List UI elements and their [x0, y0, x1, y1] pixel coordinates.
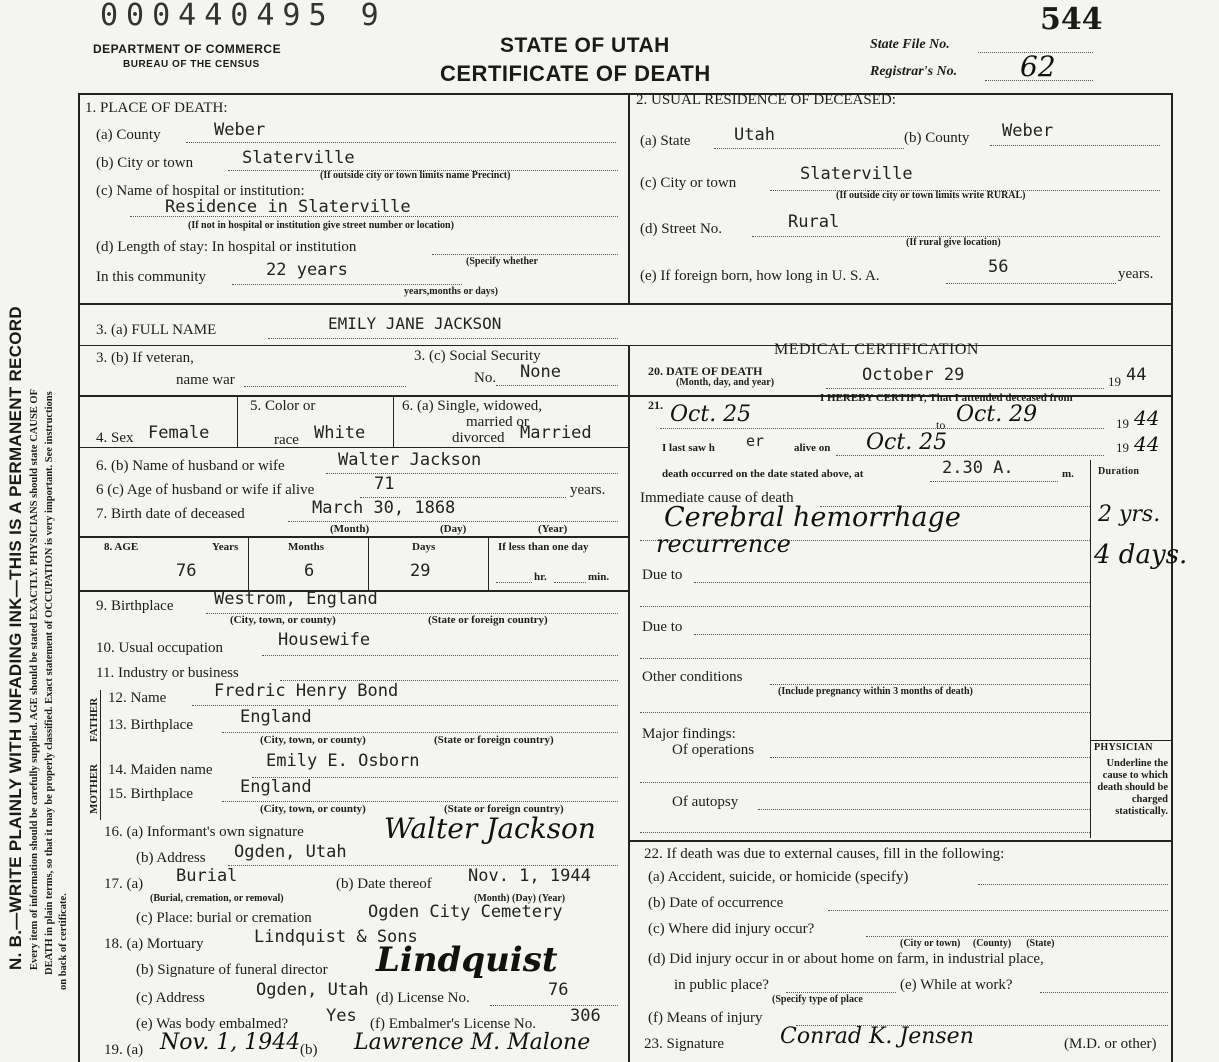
director-label: (b) Signature of funeral director: [136, 962, 328, 978]
divider-external: [628, 840, 1173, 842]
res-city-label: (c) City or town: [640, 175, 737, 191]
attended-line: [660, 428, 1104, 429]
state-title: STATE OF UTAH: [500, 34, 670, 57]
external-f-label: (f) Means of injury: [648, 1010, 763, 1026]
dueto-line-1: [694, 582, 1090, 583]
margin-instructions-line2: DEATH in plain terms, so that it may be properly classified. Exact statement of OCCUPATION is very important. See instructions: [44, 391, 55, 975]
divider-parents: [100, 690, 101, 820]
dod-year-prefix: 19: [1108, 374, 1121, 389]
res-street-note: (If rural give location): [906, 237, 1001, 248]
director-signature: Lindquist: [376, 940, 558, 980]
dueto-line-2: [694, 634, 1090, 635]
occurred-m-label: m.: [1062, 468, 1074, 480]
operations-line: [770, 757, 1090, 758]
signature-label: 23. Signature: [644, 1036, 724, 1052]
external-e-label: (e) While at work?: [900, 977, 1013, 993]
external-c-line: [866, 936, 1168, 937]
serial-number: 000440495 9: [100, 0, 387, 33]
divider-age-col2: [368, 536, 369, 590]
spouse-age-value: 71: [374, 474, 395, 494]
mother-bp-value: England: [240, 777, 312, 797]
external-a-label: (a) Accident, suicide, or homicide (specify): [648, 869, 909, 885]
duration-label: Duration: [1098, 466, 1140, 477]
divider-age-col3: [488, 536, 489, 590]
cause-1: Cerebral hemorrhage: [664, 502, 961, 533]
occupation-value: Housewife: [278, 630, 371, 650]
community-note: years,months or days): [404, 286, 498, 297]
burial-date-label: (b) Date thereof: [336, 876, 432, 892]
informant-address-value: Ogden, Utah: [234, 842, 347, 862]
other-label: Other conditions: [642, 669, 743, 685]
alive-label: alive on: [794, 442, 831, 454]
certify-label: I HEREBY CERTIFY, That I attended deceased from: [820, 392, 1073, 404]
hospital-label: (c) Name of hospital or institution:: [96, 183, 305, 199]
hospital-value: Residence in Slaterville: [165, 197, 411, 217]
age-years-value: 76: [176, 561, 197, 581]
attended-year-prefix: 19: [1116, 416, 1129, 431]
hospital-note: (If not in hospital or institution give street number or location): [188, 220, 454, 231]
attended-year: 44: [1134, 406, 1160, 430]
burial-place-label: (c) Place: burial or cremation: [136, 910, 312, 926]
physician-box-label: PHYSICIAN: [1094, 742, 1153, 753]
dod-year: 44: [1126, 365, 1147, 385]
other-line: [770, 684, 1090, 685]
occurred-label: death occurred on the date stated above, at: [662, 468, 864, 480]
cause-2: recurrence: [656, 530, 791, 558]
death-city-label: (b) City or town: [96, 155, 194, 171]
dueto-line-2b: [640, 658, 1090, 659]
alive-year: 44: [1134, 432, 1160, 456]
death-county-value: Weber: [214, 120, 266, 140]
ss-line: [496, 385, 618, 386]
war-line: [244, 386, 406, 387]
physician-signature: Conrad K. Jensen: [780, 1024, 974, 1049]
burial-label: 17. (a): [104, 876, 144, 892]
external-d-line: [786, 992, 896, 993]
attended-to: Oct. 29: [956, 402, 1038, 427]
residence-heading: 2. USUAL RESIDENCE OF DECEASED:: [636, 92, 896, 108]
frame-top: [78, 93, 1173, 95]
dueto-label-1: Due to: [642, 567, 683, 583]
res-state-line: [714, 148, 904, 149]
fullname-label: 3. (a) FULL NAME: [96, 322, 217, 338]
dod-label: 20. DATE OF DEATH: [648, 364, 763, 378]
father-name-label: 12. Name: [108, 690, 167, 706]
birthplace-value: Westrom, England: [214, 589, 378, 609]
registrar-sig-label: (b): [300, 1042, 318, 1058]
burial-place-value: Ogden City Cemetery: [368, 902, 563, 922]
res-state-label: (a) State: [640, 133, 691, 149]
divider-veteran: [78, 345, 630, 346]
sex-value: Female: [148, 423, 210, 443]
veteran-label: 3. (b) If veteran,: [96, 350, 194, 366]
birthplace-label: 9. Birthplace: [96, 598, 174, 614]
res-foreign-label: (e) If foreign born, how long in U. S. A.: [640, 268, 880, 284]
dod-note: (Month, day, and year): [676, 377, 775, 388]
father-bp-city-note: (City, town, or county): [260, 734, 366, 746]
mother-name-label: 14. Maiden name: [108, 762, 213, 778]
res-city-value: Slaterville: [800, 164, 913, 184]
other-note: (Include pregnancy within 3 months of death): [778, 686, 973, 697]
occurred-line: [930, 481, 1058, 482]
father-bp-line: [222, 732, 618, 733]
spouse-value: Walter Jackson: [338, 450, 482, 470]
registrar-number: 62: [1020, 50, 1056, 83]
mortuary-value: Lindquist & Sons: [254, 927, 418, 947]
dod-line: [826, 388, 1104, 389]
external-c-note: (City or town) (County) (State): [900, 938, 1055, 949]
mortuary-label: 18. (a) Mortuary: [104, 936, 204, 952]
frame-right: [1171, 93, 1173, 1062]
autopsy-line: [758, 809, 1090, 810]
external-b-label: (b) Date of occurrence: [648, 895, 784, 911]
mother-bp-line: [222, 801, 618, 802]
birthdate-day-label: (Day): [440, 523, 467, 535]
fd-address-value: Ogden, Utah: [256, 980, 369, 1000]
stay-label: (d) Length of stay: In hospital or institution: [96, 239, 357, 255]
mother-label: MOTHER: [88, 763, 100, 814]
lastsaw-suffix: er: [746, 432, 765, 450]
external-d-label: (d) Did injury occur in or about home on farm, in industrial place,: [648, 951, 1044, 967]
res-county-label: (b) County: [904, 130, 970, 146]
operations-line-2: [640, 782, 1090, 783]
frame-left: [78, 93, 80, 1062]
race-label: race: [274, 432, 299, 448]
age-months-value: 6: [304, 561, 315, 581]
registrar-signature: Lawrence M. Malone: [354, 1030, 591, 1055]
alive-date: Oct. 25: [866, 430, 948, 455]
divider-age-col1: [248, 536, 249, 590]
autopsy-line-2: [640, 832, 1090, 833]
major-label: Major findings:: [642, 726, 736, 742]
divider-sex-bottom: [78, 447, 630, 448]
operations-label: Of operations: [672, 742, 755, 758]
res-county-line: [990, 145, 1160, 146]
fd-address-label: (c) Address: [136, 990, 205, 1006]
fullname-line: [268, 338, 618, 339]
registrar-label: Registrar's No.: [870, 64, 958, 79]
age-min-label: min.: [588, 571, 610, 583]
res-state-value: Utah: [734, 125, 775, 145]
marital-label-2: married or: [466, 414, 529, 430]
place-heading: 1. PLACE OF DEATH:: [85, 100, 228, 116]
father-bp-value: England: [240, 707, 312, 727]
medical-heading: MEDICAL CERTIFICATION: [774, 341, 979, 358]
birthplace-state-note: (State or foreign country): [428, 614, 548, 626]
marital-label-3: divorced: [452, 430, 505, 446]
lastsaw-label: I last saw h: [662, 442, 715, 454]
stay-specify-note: (Specify whether: [466, 256, 538, 267]
age-years-label: Years: [212, 541, 239, 553]
divider-age-top: [78, 536, 630, 538]
divider-center-medical: [628, 345, 630, 1062]
res-county-value: Weber: [1002, 121, 1054, 141]
father-name-line: [192, 705, 618, 706]
filed-label: 19. (a): [104, 1042, 144, 1058]
signature-md-label: (M.D. or other): [1064, 1036, 1157, 1052]
duration-1: 2 yrs.: [1098, 502, 1161, 527]
divider-physician-top: [1090, 740, 1173, 741]
external-heading: 22. If death was due to external causes, fill in the following:: [644, 846, 1005, 862]
external-d-label-2: in public place?: [674, 977, 769, 993]
alive-line: [836, 455, 1104, 456]
ss-label: 3. (c) Social Security: [414, 348, 541, 364]
other-line-2: [640, 712, 1090, 713]
divider-sex-color: [237, 395, 238, 447]
death-city-note: (If outside city or town limits name Precinct): [320, 170, 511, 181]
certificate-title: CERTIFICATE OF DEATH: [440, 61, 711, 86]
age-hr-line: [496, 582, 532, 583]
informant-signature: Walter Jackson: [384, 812, 596, 845]
spouse-label: 6. (b) Name of husband or wife: [96, 458, 285, 474]
birthplace-city-note: (City, town, or county): [230, 614, 336, 626]
external-a-line: [978, 884, 1168, 885]
external-specify-note: (Specify type of place: [772, 994, 863, 1005]
embalmed-value: Yes: [326, 1006, 357, 1026]
filed-date: Nov. 1, 1944: [160, 1030, 301, 1055]
external-c-label: (c) Where did injury occur?: [648, 921, 815, 937]
age-days-value: 29: [410, 561, 431, 581]
spouse-age-unit: years.: [570, 482, 606, 498]
color-label: 5. Color or: [250, 398, 316, 414]
ss-value: None: [520, 362, 561, 382]
attended-to-label: to: [936, 418, 946, 432]
res-foreign-value: 56: [988, 257, 1009, 277]
mother-bp-state-note: (State or foreign country): [444, 803, 564, 815]
spouse-line: [326, 473, 618, 474]
community-line: [232, 284, 462, 285]
res-street-label: (d) Street No.: [640, 221, 723, 237]
page-number: 544: [1040, 2, 1103, 37]
community-label: In this community: [96, 269, 206, 285]
embalmer-value: 306: [570, 1006, 601, 1026]
father-name-value: Fredric Henry Bond: [214, 681, 399, 701]
father-label: FATHER: [88, 697, 100, 742]
mother-name-value: Emily E. Osborn: [266, 751, 420, 771]
duration-2: 4 days.: [1094, 540, 1188, 570]
father-bp-state-note: (State or foreign country): [434, 734, 554, 746]
occupation-label: 10. Usual occupation: [96, 640, 224, 656]
death-city-value: Slaterville: [242, 148, 355, 168]
hospital-line: [130, 216, 618, 217]
mother-bp-label: 15. Birthplace: [108, 786, 193, 802]
age-days-label: Days: [412, 541, 436, 553]
age-label: 8. AGE: [104, 541, 139, 553]
embalmed-label: (e) Was body embalmed?: [136, 1016, 289, 1032]
res-street-value: Rural: [788, 212, 840, 232]
age-min-line: [554, 582, 586, 583]
license-label: (d) License No.: [376, 990, 470, 1006]
immediate-label: Immediate cause of death: [640, 490, 794, 506]
license-value: 76: [548, 980, 569, 1000]
race-value: White: [314, 423, 366, 443]
divider-center-top: [628, 93, 630, 303]
external-e-line: [1040, 992, 1168, 993]
stay-line: [432, 254, 618, 255]
burial-date-value: Nov. 1, 1944: [468, 866, 591, 886]
res-city-note: (If outside city or town limits write RURAL): [836, 190, 1026, 201]
department-label: DEPARTMENT OF COMMERCE: [93, 42, 282, 56]
dueto-label-2: Due to: [642, 619, 683, 635]
birthdate-month-label: (Month): [330, 523, 370, 535]
res-foreign-unit: years.: [1118, 266, 1154, 282]
burial-note: (Burial, cremation, or removal): [150, 893, 284, 904]
embalmer-label: (f) Embalmer's License No.: [370, 1016, 536, 1032]
margin-instructions-main: N. B.—WRITE PLAINLY WITH UNFADING INK—THIS IS A PERMANENT RECORD: [6, 306, 25, 970]
father-bp-label: 13. Birthplace: [108, 717, 193, 733]
res-foreign-line: [946, 283, 1116, 284]
birthdate-value: March 30, 1868: [312, 498, 456, 518]
age-lessday-label: If less than one day: [498, 541, 589, 553]
community-value: 22 years: [266, 260, 348, 280]
informant-sig-label: 16. (a) Informant's own signature: [104, 824, 304, 840]
external-b-line: [828, 910, 1168, 911]
item-21-label: 21.: [648, 398, 663, 412]
marital-value: Married: [520, 423, 592, 443]
burial-date-note: (Month) (Day) (Year): [474, 893, 566, 904]
spouse-age-label: 6 (c) Age of husband or wife if alive: [96, 482, 315, 498]
age-months-label: Months: [288, 541, 325, 553]
burial-value: Burial: [176, 866, 238, 886]
occupation-line: [262, 655, 618, 656]
death-county-line: [186, 142, 616, 143]
industry-label: 11. Industry or business: [96, 665, 239, 681]
birthdate-label: 7. Birth date of deceased: [96, 506, 245, 522]
attended-from: Oct. 25: [670, 402, 752, 427]
mother-bp-city-note: (City, town, or county): [260, 803, 366, 815]
birthdate-year-label: (Year): [538, 523, 568, 535]
sex-label: 4. Sex: [96, 430, 134, 446]
bureau-label: BUREAU OF THE CENSUS: [123, 59, 260, 70]
age-hr-label: hr.: [534, 571, 547, 583]
divider-color-marital: [393, 395, 394, 447]
state-file-label: State File No.: [870, 37, 950, 52]
underline-note: Underline the cause to which death should be charged statistically.: [1097, 758, 1168, 817]
margin-instructions-line1: Every item of information should be carefully supplied. AGE should be stated EXACTLY. PHYSICIANS should state CAUSE OF: [29, 389, 40, 970]
alive-year-prefix: 19: [1116, 440, 1129, 455]
ss-no-label: No.: [474, 370, 497, 386]
autopsy-label: Of autopsy: [672, 794, 739, 810]
birthdate-line: [288, 521, 618, 522]
divider-top-row: [78, 303, 1173, 305]
divider-duration-left: [1090, 460, 1091, 838]
occurred-time: 2.30 A.: [942, 458, 1014, 478]
dueto-line-1b: [640, 606, 1090, 607]
war-label: name war: [176, 372, 235, 388]
death-county-label: (a) County: [96, 127, 161, 143]
margin-instructions-line3: on back of certificate.: [58, 893, 69, 990]
marital-label: 6. (a) Single, widowed,: [402, 398, 542, 414]
fullname-value: EMILY JANE JACKSON: [328, 314, 502, 333]
dod-value: October 29: [862, 365, 965, 385]
informant-address-label: (b) Address: [136, 850, 206, 866]
